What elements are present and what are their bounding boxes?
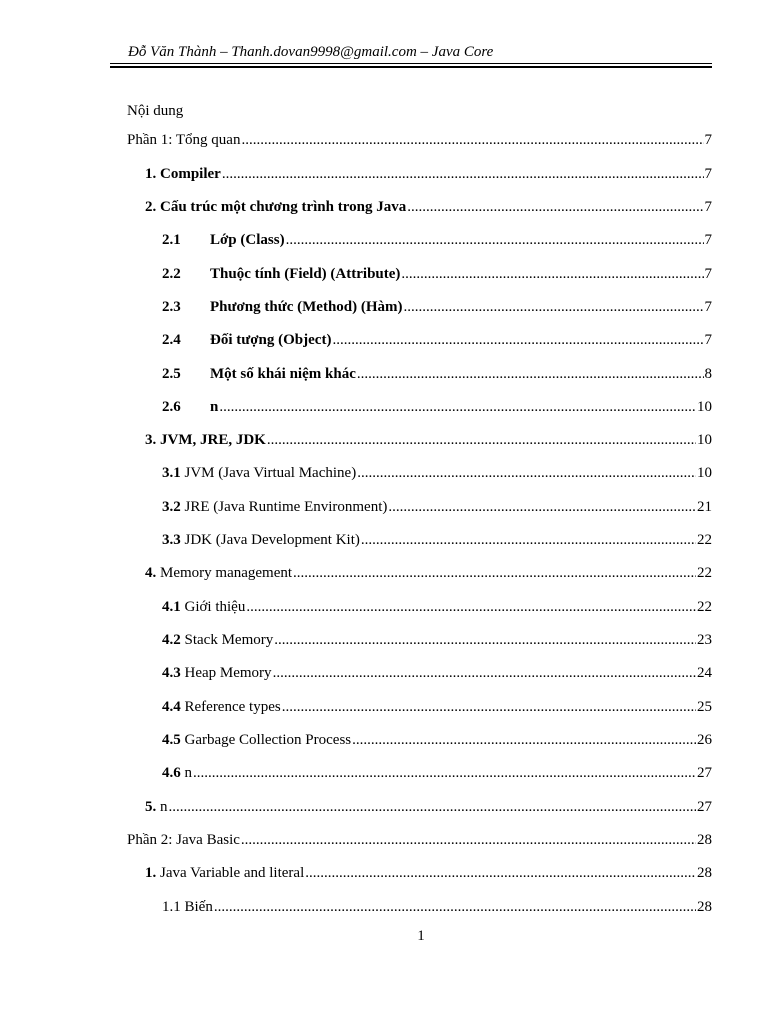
toc-entry-number: 3. <box>145 432 157 448</box>
toc-leader <box>219 397 696 417</box>
toc-entry[interactable] <box>162 730 712 750</box>
toc-entry[interactable] <box>145 164 712 184</box>
toc-entry[interactable] <box>127 830 712 850</box>
toc-entry-label: Cấu trúc một chương trình trong Java <box>160 199 407 215</box>
toc-entry-page: 7 <box>704 332 712 348</box>
toc-entry-number: 4.2 <box>162 632 181 648</box>
toc-entry-number: 5. <box>145 799 157 815</box>
toc-entry-label: Phương thức (Method) (Hàm) <box>210 299 403 315</box>
toc-entry-label: Lớp (Class) <box>210 232 285 248</box>
header-rule-thick <box>110 66 712 68</box>
toc-entry-label: Garbage Collection Process <box>184 732 352 748</box>
toc-entry-number: 2. <box>145 199 157 215</box>
toc-entry-page: 28 <box>697 865 712 881</box>
toc-entry[interactable] <box>127 130 712 150</box>
toc-entry[interactable] <box>162 530 712 550</box>
toc-entry-page: 8 <box>704 366 712 382</box>
toc-leader <box>193 763 696 783</box>
toc-entry-number: 3.2 <box>162 499 181 515</box>
toc-entry-number: 2.4 <box>162 332 181 348</box>
toc-leader <box>241 130 703 150</box>
toc-entry-number: 3.3 <box>162 532 181 548</box>
toc-leader <box>274 630 696 650</box>
toc-entry[interactable] <box>162 630 712 650</box>
toc-entry[interactable] <box>162 897 712 917</box>
toc-entry-number: 4.4 <box>162 699 181 715</box>
toc-entry-label: Memory management <box>160 565 293 581</box>
toc-leader <box>293 563 696 583</box>
toc-leader <box>357 364 704 384</box>
toc-entry-page: 22 <box>697 599 712 615</box>
toc-entry[interactable] <box>145 863 712 883</box>
toc-entry-label: Compiler <box>160 166 221 182</box>
toc-leader <box>282 697 696 717</box>
toc-entry-number: 4. <box>145 565 157 581</box>
toc-entry-label: n <box>210 399 219 415</box>
toc-entry-page: 7 <box>704 266 712 282</box>
toc-entry-number: 2.3 <box>162 299 181 315</box>
toc-entry-number: 2.5 <box>162 366 181 382</box>
toc-entry-label: JDK (Java Development Kit) <box>184 532 360 548</box>
toc-entry-page: 7 <box>704 199 712 215</box>
toc-entry-number: 4.3 <box>162 665 181 681</box>
toc-entry-page: 22 <box>697 565 712 581</box>
toc-entry[interactable] <box>162 330 712 350</box>
toc-entry-page: 27 <box>697 799 712 815</box>
toc-entry-label: Thuộc tính (Field) (Attribute) <box>210 266 401 282</box>
toc-entry-page: 10 <box>697 465 712 481</box>
toc-entry-page: 23 <box>697 632 712 648</box>
toc-entry[interactable] <box>145 197 712 217</box>
toc-entry-page: 7 <box>704 132 712 148</box>
toc-title: Nội dung <box>127 103 184 119</box>
toc-entry-page: 7 <box>704 166 712 182</box>
toc-entry[interactable] <box>162 663 712 683</box>
toc-entry-label: JRE (Java Runtime Environment) <box>184 499 388 515</box>
toc-leader <box>357 463 696 483</box>
toc-entry-label: JVM, JRE, JDK <box>160 432 266 448</box>
toc-leader <box>273 663 696 683</box>
toc-entry[interactable] <box>162 597 712 617</box>
toc-entry-number: 3.1 <box>162 465 181 481</box>
toc-leader <box>267 430 696 450</box>
toc-entry-page: 10 <box>697 399 712 415</box>
toc-entry-label: 1.1 Biến <box>162 899 213 915</box>
toc-entry[interactable] <box>162 230 712 250</box>
toc-entry-number: 2.2 <box>162 266 181 282</box>
toc-entry-number: 4.5 <box>162 732 181 748</box>
toc-leader <box>401 264 703 284</box>
toc-entry[interactable] <box>162 264 712 284</box>
toc-leader <box>352 730 696 750</box>
toc-entry[interactable] <box>145 430 712 450</box>
toc-entry[interactable] <box>162 463 712 483</box>
toc-entry-page: 7 <box>704 232 712 248</box>
toc-entry-number: 2.6 <box>162 399 181 415</box>
toc-entry[interactable] <box>162 763 712 783</box>
toc-entry-label: Phần 1: Tổng quan <box>127 132 241 148</box>
toc-entry-label: n <box>160 799 168 815</box>
page-header <box>110 42 712 62</box>
toc-entry-label: Java Variable and literal <box>160 865 305 881</box>
toc-leader <box>222 164 704 184</box>
toc-entry-page: 28 <box>697 832 712 848</box>
toc-entry-page: 24 <box>697 665 712 681</box>
toc-entry-number: 2.1 <box>162 232 181 248</box>
toc-leader <box>305 863 696 883</box>
toc-entry-label: Phần 2: Java Basic <box>127 832 240 848</box>
toc-entry-number: 1. <box>145 865 157 881</box>
toc-entry-page: 25 <box>697 699 712 715</box>
toc-entry-label: JVM (Java Virtual Machine) <box>184 465 357 481</box>
toc-leader <box>388 497 696 517</box>
toc-entry-page: 28 <box>697 899 712 915</box>
header-rule-thin <box>110 63 712 64</box>
toc-entry-number: 1. <box>145 166 157 182</box>
toc-leader <box>214 897 696 917</box>
toc-entry-label: Stack Memory <box>184 632 274 648</box>
toc-leader <box>241 830 696 850</box>
toc-entry[interactable] <box>162 297 712 317</box>
toc-leader <box>246 597 696 617</box>
toc-leader <box>404 297 704 317</box>
toc-entry-number: 4.1 <box>162 599 181 615</box>
toc-entry[interactable] <box>162 364 712 384</box>
toc-leader <box>407 197 703 217</box>
toc-entry-label: n <box>184 765 192 781</box>
toc-entry[interactable] <box>162 397 712 417</box>
toc-entry-label: Một số khái niệm khác <box>210 366 356 382</box>
toc-leader <box>286 230 704 250</box>
toc-leader <box>361 530 696 550</box>
toc-entry-label: Reference types <box>184 699 281 715</box>
toc-entry[interactable] <box>162 497 712 517</box>
toc-entry-page: 22 <box>697 532 712 548</box>
toc-entry[interactable] <box>145 797 712 817</box>
toc-entry[interactable] <box>145 563 712 583</box>
toc-entry-page: 10 <box>697 432 712 448</box>
header-text: Đỗ Văn Thành – Thanh.dovan9998@gmail.com – Java Core <box>128 44 494 60</box>
toc-entry-label: Giới thiệu <box>184 599 246 615</box>
toc-entry-number: 4.6 <box>162 765 181 781</box>
page-number: 1 <box>417 928 425 944</box>
toc-entry-label: Đối tượng (Object) <box>210 332 332 348</box>
toc-entry-label: Heap Memory <box>184 665 272 681</box>
toc-leader <box>169 797 697 817</box>
toc-entry-page: 7 <box>704 299 712 315</box>
toc-entry-page: 27 <box>697 765 712 781</box>
toc-entry[interactable] <box>162 697 712 717</box>
toc-entry-page: 26 <box>697 732 712 748</box>
toc-entry-page: 21 <box>697 499 712 515</box>
toc-leader <box>332 330 703 350</box>
